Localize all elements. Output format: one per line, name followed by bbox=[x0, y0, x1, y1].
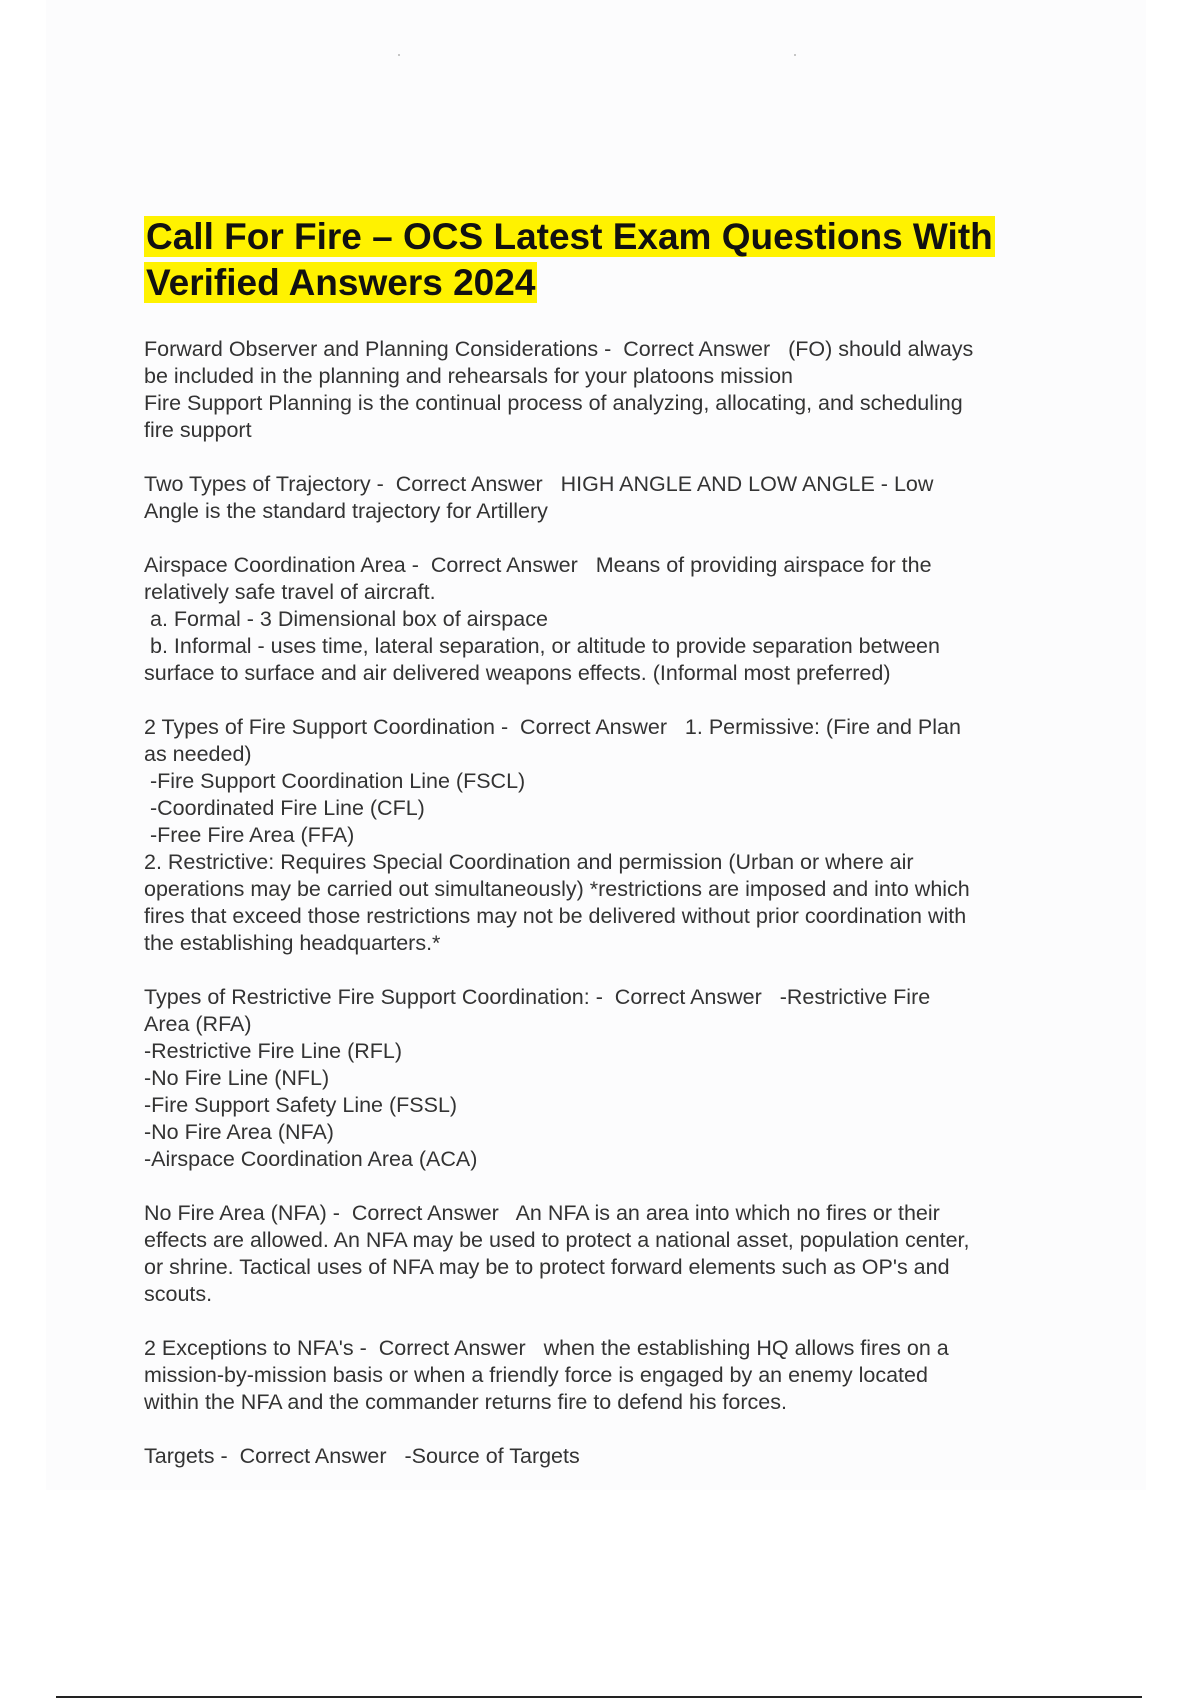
qa-question-line: Types of Restrictive Fire Support Coordination: - Correct Answer -Restrictive Fire bbox=[144, 985, 931, 1009]
qa-answer-line: Area (RFA) bbox=[144, 1012, 252, 1036]
qa-answer-line: -Fire Support Safety Line (FSSL) bbox=[144, 1093, 458, 1117]
qa-answer-line: the establishing headquarters.* bbox=[144, 931, 441, 955]
document-title-block bbox=[144, 214, 1044, 306]
qa-answer-line: effects are allowed. An NFA may be used to protect a national asset, population center, bbox=[144, 1228, 970, 1252]
title-line-1: Call For Fire – OCS Latest Exam Questions With bbox=[146, 216, 993, 257]
qa-question-line: Two Types of Trajectory - Correct Answer HIGH ANGLE AND LOW ANGLE - Low bbox=[144, 472, 934, 496]
qa-answer-line: -No Fire Area (NFA) bbox=[144, 1120, 334, 1144]
qa-question-line: Forward Observer and Planning Considerations - Correct Answer (FO) should always bbox=[144, 337, 974, 361]
qa-item bbox=[144, 1200, 1054, 1308]
qa-answer-line: b. Informal - uses time, lateral separation, or altitude to provide separation between bbox=[144, 634, 940, 658]
qa-question-line: Airspace Coordination Area - Correct Answer Means of providing airspace for the bbox=[144, 553, 932, 577]
qa-answer-line: a. Formal - 3 Dimensional box of airspace bbox=[144, 607, 548, 631]
qa-item bbox=[144, 1443, 1054, 1470]
title-line-2: Verified Answers 2024 bbox=[146, 262, 536, 303]
scan-speck bbox=[398, 54, 400, 56]
qa-question-line: 2 Exceptions to NFA's - Correct Answer when the establishing HQ allows fires on a bbox=[144, 1336, 949, 1360]
qa-answer-line: or shrine. Tactical uses of NFA may be to protect forward elements such as OP's and bbox=[144, 1255, 950, 1279]
document-title bbox=[144, 214, 1044, 306]
qa-answer-line: surface to surface and air delivered weapons effects. (Informal most preferred) bbox=[144, 661, 891, 685]
qa-answer-line: Fire Support Planning is the continual process of analyzing, allocating, and scheduling bbox=[144, 391, 963, 415]
qa-answer-line: operations may be carried out simultaneously) *restrictions are imposed and into which bbox=[144, 877, 970, 901]
qa-answer-line: mission-by-mission basis or when a friendly force is engaged by an enemy located bbox=[144, 1363, 928, 1387]
qa-answer-line: scouts. bbox=[144, 1282, 213, 1306]
qa-answer-line: be included in the planning and rehearsals for your platoons mission bbox=[144, 364, 793, 388]
qa-list bbox=[144, 336, 1054, 1497]
qa-item bbox=[144, 471, 1054, 525]
qa-item bbox=[144, 984, 1054, 1173]
qa-item bbox=[144, 552, 1054, 687]
qa-question-line: Targets - Correct Answer -Source of Targets bbox=[144, 1444, 580, 1468]
qa-item bbox=[144, 714, 1054, 957]
qa-answer-line: fire support bbox=[144, 418, 252, 442]
qa-answer-line: fires that exceed those restrictions may not be delivered without prior coordination with bbox=[144, 904, 967, 928]
qa-answer-line: 2. Restrictive: Requires Special Coordination and permission (Urban or where air bbox=[144, 850, 914, 874]
qa-answer-line: -Coordinated Fire Line (CFL) bbox=[144, 796, 425, 820]
qa-answer-line: -Free Fire Area (FFA) bbox=[144, 823, 355, 847]
qa-answer-line: within the NFA and the commander returns fire to defend his forces. bbox=[144, 1390, 787, 1414]
scan-speck bbox=[794, 54, 796, 56]
qa-answer-line: -Airspace Coordination Area (ACA) bbox=[144, 1147, 478, 1171]
page-bottom-rule bbox=[56, 1696, 1142, 1698]
qa-answer-line: relatively safe travel of aircraft. bbox=[144, 580, 436, 604]
qa-answer-line: Angle is the standard trajectory for Artillery bbox=[144, 499, 548, 523]
qa-item bbox=[144, 336, 1054, 444]
qa-question-line: No Fire Area (NFA) - Correct Answer An NFA is an area into which no fires or their bbox=[144, 1201, 940, 1225]
qa-answer-line: -Fire Support Coordination Line (FSCL) bbox=[144, 769, 526, 793]
qa-answer-line: -No Fire Line (NFL) bbox=[144, 1066, 330, 1090]
qa-answer-line: as needed) bbox=[144, 742, 252, 766]
qa-item bbox=[144, 1335, 1054, 1416]
qa-answer-line: -Restrictive Fire Line (RFL) bbox=[144, 1039, 403, 1063]
qa-question-line: 2 Types of Fire Support Coordination - Correct Answer 1. Permissive: (Fire and Plan bbox=[144, 715, 961, 739]
